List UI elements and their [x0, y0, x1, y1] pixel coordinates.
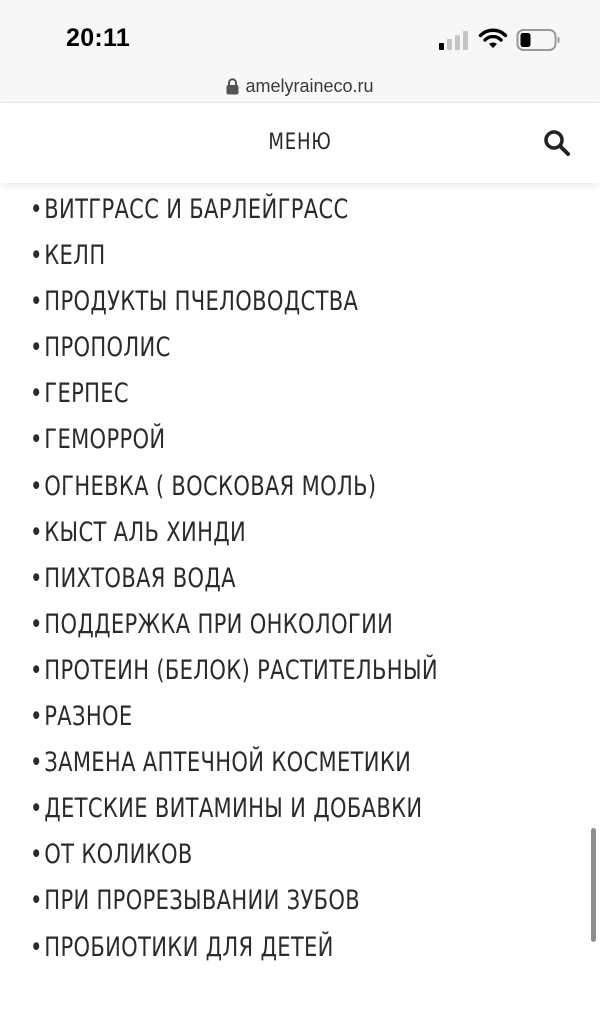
menu-item-label: ГЕМОРРОЙ: [44, 424, 166, 456]
menu-item-label: КЕЛП: [44, 240, 106, 272]
menu-item[interactable]: [30, 467, 467, 513]
menu-item[interactable]: [30, 835, 467, 881]
wifi-icon: [478, 28, 508, 50]
menu-item[interactable]: [30, 605, 467, 651]
menu-item[interactable]: [30, 282, 467, 328]
menu-item-label: ЗАМЕНА АПТЕЧНОЙ КОСМЕТИКИ: [44, 747, 412, 779]
battery-icon: [516, 28, 562, 52]
menu-item-label: ПРОПОЛИС: [44, 332, 171, 364]
bullet: •: [30, 654, 43, 686]
bullet: •: [30, 793, 43, 825]
menu-item[interactable]: [30, 328, 467, 374]
menu-item[interactable]: [30, 881, 467, 927]
menu-item-label: ГЕРПЕС: [44, 378, 129, 410]
bullet: •: [30, 885, 43, 917]
menu-item[interactable]: [30, 743, 467, 789]
scrollbar[interactable]: [591, 828, 596, 942]
menu-item[interactable]: [30, 236, 467, 282]
lock-icon: [226, 78, 239, 95]
menu-item[interactable]: [30, 420, 467, 466]
menu-item-label: ВИТГРАСС И БАРЛЕЙГРАСС: [44, 194, 349, 225]
bullet: •: [30, 378, 43, 410]
menu-item[interactable]: [30, 697, 467, 743]
menu-item-label: ПРИ ПРОРЕЗЫВАНИИ ЗУБОВ: [44, 885, 361, 917]
menu-item-label: ОТ КОЛИКОВ: [44, 839, 193, 871]
menu-list: [30, 190, 590, 974]
menu-item-label: ДЕТСКИЕ ВИТАМИНЫ И ДОБАВКИ: [44, 793, 423, 825]
status-bar: [0, 0, 600, 72]
bullet: •: [30, 240, 43, 272]
menu-item-label: ПРОДУКТЫ ПЧЕЛОВОДСТВА: [44, 286, 359, 318]
bullet: •: [30, 194, 43, 225]
bullet: •: [30, 470, 43, 502]
signal-icon: [438, 30, 468, 50]
menu-item-label: ПИХТОВАЯ ВОДА: [44, 562, 236, 594]
status-time: 20:11: [66, 24, 131, 52]
menu-item[interactable]: [30, 559, 467, 605]
bullet: •: [30, 562, 43, 594]
menu-button[interactable]: МЕНЮ: [268, 130, 332, 155]
menu-item-label: ОГНЕВКА ( ВОСКОВАЯ МОЛЬ): [44, 470, 377, 502]
menu-item-label: ПОДДЕРЖКА ПРИ ОНКОЛОГИИ: [44, 608, 394, 640]
bullet: •: [30, 286, 43, 318]
menu-item[interactable]: [30, 513, 467, 559]
bullet: •: [30, 701, 43, 733]
bullet: •: [30, 424, 43, 456]
bullet: •: [30, 839, 43, 871]
menu-item-label: ПРОБИОТИКИ ДЛЯ ДЕТЕЙ: [44, 931, 334, 963]
site-header: [0, 102, 600, 183]
menu-item-label: ПРОТЕИН (БЕЛОК) РАСТИТЕЛЬНЫЙ: [44, 654, 438, 686]
bullet: •: [30, 747, 43, 779]
bullet: •: [30, 931, 43, 963]
menu-item[interactable]: [30, 651, 467, 697]
url-text: amelyraineco.ru: [245, 76, 374, 96]
menu-item[interactable]: [30, 789, 467, 835]
bullet: •: [30, 516, 43, 548]
menu-item[interactable]: [30, 190, 467, 236]
bullet: •: [30, 332, 43, 364]
bullet: •: [30, 608, 43, 640]
address-bar[interactable]: [0, 72, 600, 102]
menu-item[interactable]: [30, 928, 467, 974]
menu-item-label: КЫСТ АЛЬ ХИНДИ: [44, 516, 247, 548]
menu-item-label: РАЗНОЕ: [44, 701, 133, 733]
menu-item[interactable]: [30, 374, 467, 420]
search-icon[interactable]: [543, 129, 571, 157]
